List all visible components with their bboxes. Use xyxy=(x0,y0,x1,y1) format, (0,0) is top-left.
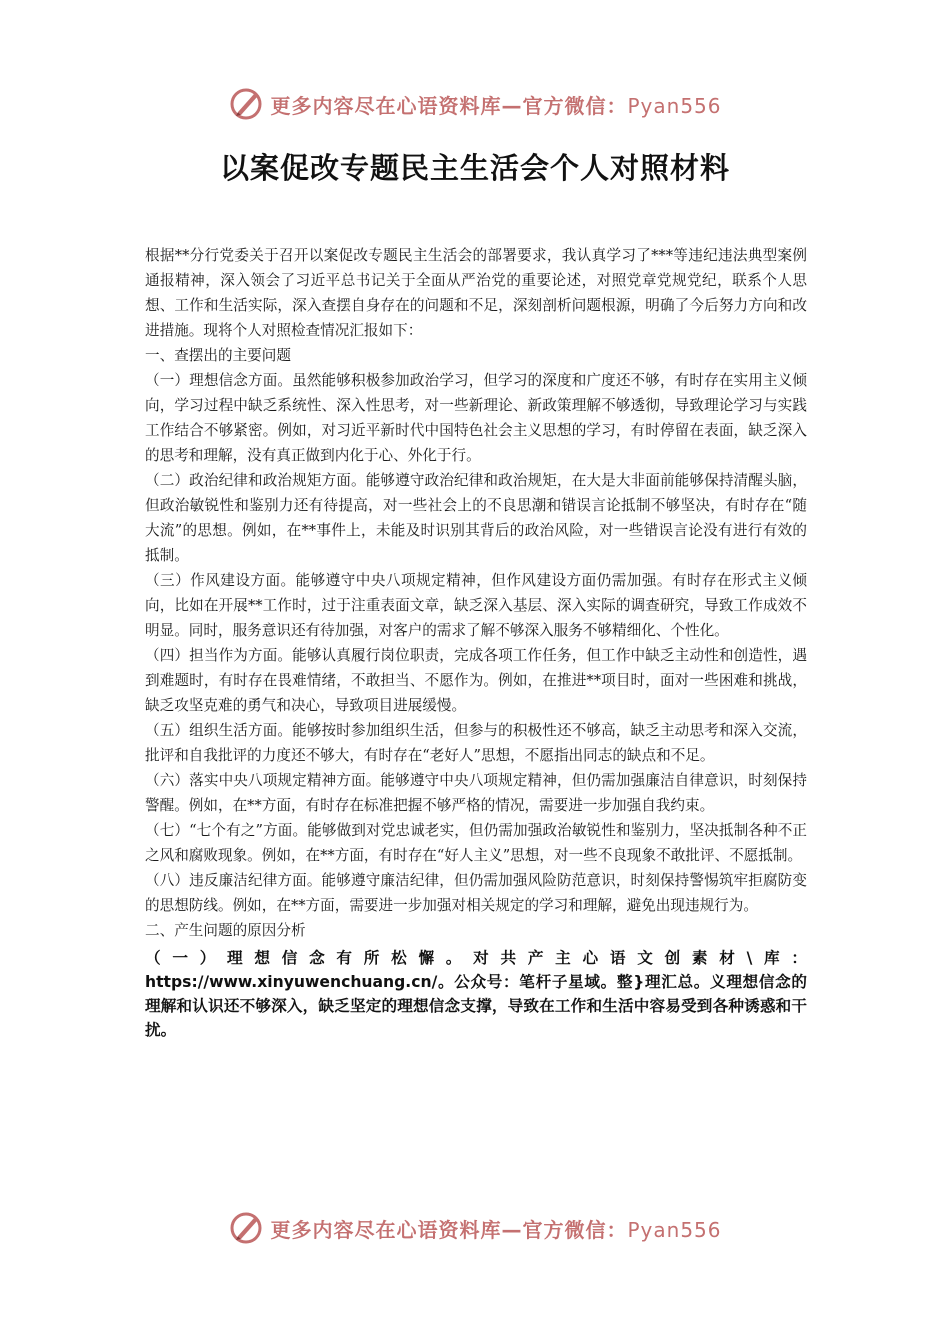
body-paragraph: （四）担当作为方面。能够认真履行岗位职责，完成各项工作任务，但工作中缺乏主动性和创造性，遇到难题时，有时存在畏难情绪，不敢担当、不愿作为。例如，在推进**项目时，面对一些困难和挑战，缺乏攻坚克难的勇气和决心，导致项目进展缓慢。 xyxy=(145,647,807,714)
body-paragraph: （五）组织生活方面。能够按时参加组织生活，但参与的积极性还不够高，缺乏主动思考和深入交流，批评和自我批评的力度还不够大，有时存在“老好人”思想，不愿指出同志的缺点和不足。 xyxy=(145,722,807,764)
section-heading: 一、查摆出的主要问题 xyxy=(145,347,291,364)
footer-watermark xyxy=(0,1208,950,1248)
body-paragraph: （七）“七个有之”方面。能够做到对党忠诚老实，但仍需加强政治敏锐性和鉴别力，坚决抵制各种不正之风和腐败现象。例如，在**方面，有时存在“好人主义”思想，对一些不良现象不敢批评、不愿抵制。 xyxy=(145,822,807,864)
intro-paragraph: 根据**分行党委关于召开以案促改专题民主生活会的部署要求，我认真学习了***等违纪违法典型案例通报精神，深入领会了习近平总书记关于全面从严治党的重要论述，对照党章党规党纪，联系个人思想、工作和生活实际，深入查摆自身存在的问题和不足，深刻剖析问题根源，明确了今后努力方向和改进措施。现将个人对照检查情况汇报如下： xyxy=(145,247,807,339)
body-paragraph: （八）违反廉洁纪律方面。能够遵守廉洁纪律，但仍需加强风险防范意识，时刻保持警惕筑牢拒腐防变的思想防线。例如，在**方面，需要进一步加强对相关规定的学习和理解，避免出现违规行为。 xyxy=(145,872,807,914)
document-body xyxy=(145,243,807,1042)
watermark-text: 更多内容尽在心语资料库—官方微信：Pyan556 xyxy=(270,1217,722,1242)
document-title: 以案促改专题民主生活会个人对照材料 xyxy=(219,151,730,185)
section-heading: 二、产生问题的原因分析 xyxy=(145,922,306,939)
body-paragraph: （一）理想信念方面。虽然能够积极参加政治学习，但学习的深度和广度还不够，有时存在实用主义倾向，学习过程中缺乏系统性、深入性思考，对一些新理论、新政策理解不够透彻，导致理论学习与实践工作结合不够紧密。例如，对习近平新时代中国特色社会主义思想的学习，有时停留在表面，缺乏深入的思考和理解，没有真正做到内化于心、外化于行。 xyxy=(145,372,807,464)
header-watermark xyxy=(0,84,950,124)
watermark-text: 更多内容尽在心语资料库—官方微信：Pyan556 xyxy=(270,93,722,118)
pen-logo-icon xyxy=(228,1210,264,1246)
body-paragraph-last: （一）理想信念有所松懈。对共产主心语文创素材\库：https://www.xinyuwenchuang.cn/。公众号：笔杆子星域。整}理汇总。义理想信念的理解和认识还不够深入，缺乏坚定的理想信念支撑，导致在工作和生活中容易受到各种诱惑和干扰。 xyxy=(145,949,807,1039)
body-paragraph: （六）落实中央八项规定精神方面。能够遵守中央八项规定精神，但仍需加强廉洁自律意识，时刻保持警醒。例如，在**方面，有时存在标准把握不够严格的情况，需要进一步加强自我约束。 xyxy=(145,772,807,814)
body-paragraph: （三）作风建设方面。能够遵守中央八项规定精神，但作风建设方面仍需加强。有时存在形式主义倾向，比如在开展**工作时，过于注重表面文章，缺乏深入基层、深入实际的调查研究，导致工作成效不明显。同时，服务意识还有待加强，对客户的需求了解不够深入服务不够精细化、个性化。 xyxy=(145,572,807,639)
body-paragraph: （二）政治纪律和政治规矩方面。能够遵守政治纪律和政治规矩，在大是大非面前能够保持清醒头脑，但政治敏锐性和鉴别力还有待提高，对一些社会上的不良思潮和错误言论抵制不够坚决，有时存在“随大流”的思想。例如，在**事件上，未能及时识别其背后的政治风险，对一些错误言论没有进行有效的抵制。 xyxy=(145,472,807,564)
pen-logo-icon xyxy=(228,86,264,122)
